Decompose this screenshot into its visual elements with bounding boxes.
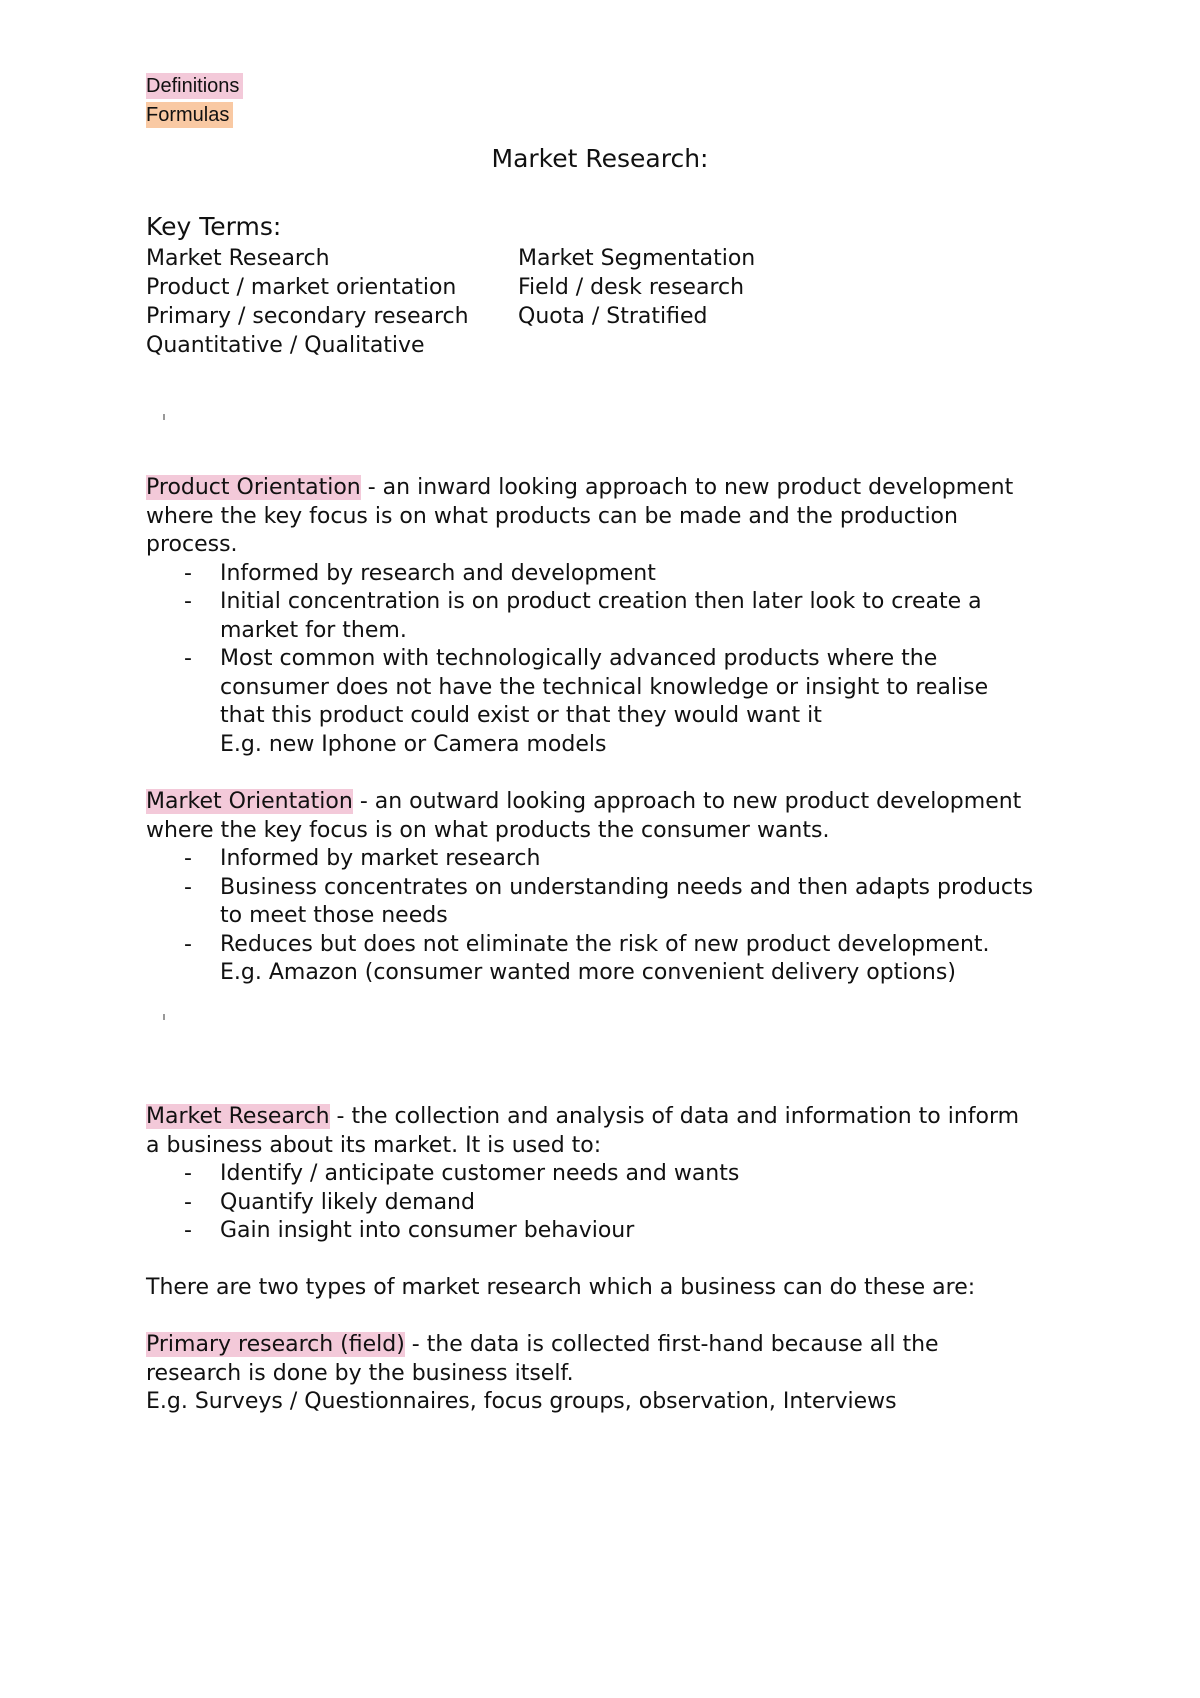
key-term: Field / desk research <box>518 275 745 300</box>
definition-term: Primary research (field) <box>146 1332 405 1357</box>
definition-term: Market Research <box>146 1104 330 1129</box>
list-item: - Most common with technologically advanced products where the consumer does not have the technical knowledge or insight to realise that this product could exist or that they would want it <box>146 645 1036 731</box>
list-item: - Informed by research and development <box>146 560 1036 589</box>
example-text: E.g. Amazon (consumer wanted more convenient delivery options) <box>220 960 956 985</box>
key-term: Market Segmentation <box>518 246 756 271</box>
definition-paragraph <box>146 474 1036 560</box>
stray-mark <box>163 414 165 420</box>
definition-term: Product Orientation <box>146 475 361 500</box>
primary-research-section <box>146 1331 1036 1417</box>
list-item: - Gain insight into consumer behaviour <box>146 1217 1036 1246</box>
key-terms-heading: Key Terms: <box>146 212 282 241</box>
key-term: Primary / secondary research <box>146 304 469 329</box>
definition-paragraph <box>146 1331 1036 1388</box>
legend-definitions: Definitions <box>146 73 243 99</box>
market-orientation-section <box>146 788 1036 988</box>
list-item: - Initial concentration is on product creation then later look to create a market for them. <box>146 588 1036 645</box>
definition-text: - the data is collected first-hand because all the research is done by the business itself. <box>146 1332 939 1386</box>
stray-mark <box>163 1014 165 1020</box>
example-text: E.g. new Iphone or Camera models <box>220 731 607 757</box>
definition-text: - the collection and analysis of data and information to inform a business about its market. It is used to: <box>146 1104 1020 1158</box>
list-item: - Business concentrates on understanding needs and then adapts products to meet those needs <box>146 874 1036 931</box>
bullet-list <box>146 845 1036 959</box>
bullet-list <box>146 560 1036 731</box>
market-research-section <box>146 1103 1036 1246</box>
list-item: - Reduces but does not eliminate the risk of new product development. <box>146 931 1036 960</box>
key-term: Quota / Stratified <box>518 304 708 329</box>
key-term: Quantitative / Qualitative <box>146 333 425 358</box>
list-item: - Quantify likely demand <box>146 1189 1036 1218</box>
legend-formulas: Formulas <box>146 102 233 128</box>
definition-term: Market Orientation <box>146 789 353 814</box>
definition-paragraph <box>146 788 1036 845</box>
key-term: Product / market orientation <box>146 275 457 300</box>
definition-text: - an inward looking approach to new product development where the key focus is on what products can be made and the production process. <box>146 475 1014 557</box>
types-intro: There are two types of market research which a business can do these are: <box>146 1275 976 1300</box>
list-item: - Identify / anticipate customer needs and wants <box>146 1160 1036 1189</box>
list-item: - Informed by market research <box>146 845 1036 874</box>
example-text: E.g. Surveys / Questionnaires, focus groups, observation, Interviews <box>146 1389 897 1414</box>
key-term: Market Research <box>146 246 330 271</box>
definition-paragraph <box>146 1103 1036 1160</box>
product-orientation-section <box>146 474 1036 759</box>
bullet-list <box>146 1160 1036 1246</box>
page-title: Market Research: <box>491 144 709 173</box>
definition-text: - an outward looking approach to new product development where the key focus is on what products the consumer wants. <box>146 789 1022 843</box>
